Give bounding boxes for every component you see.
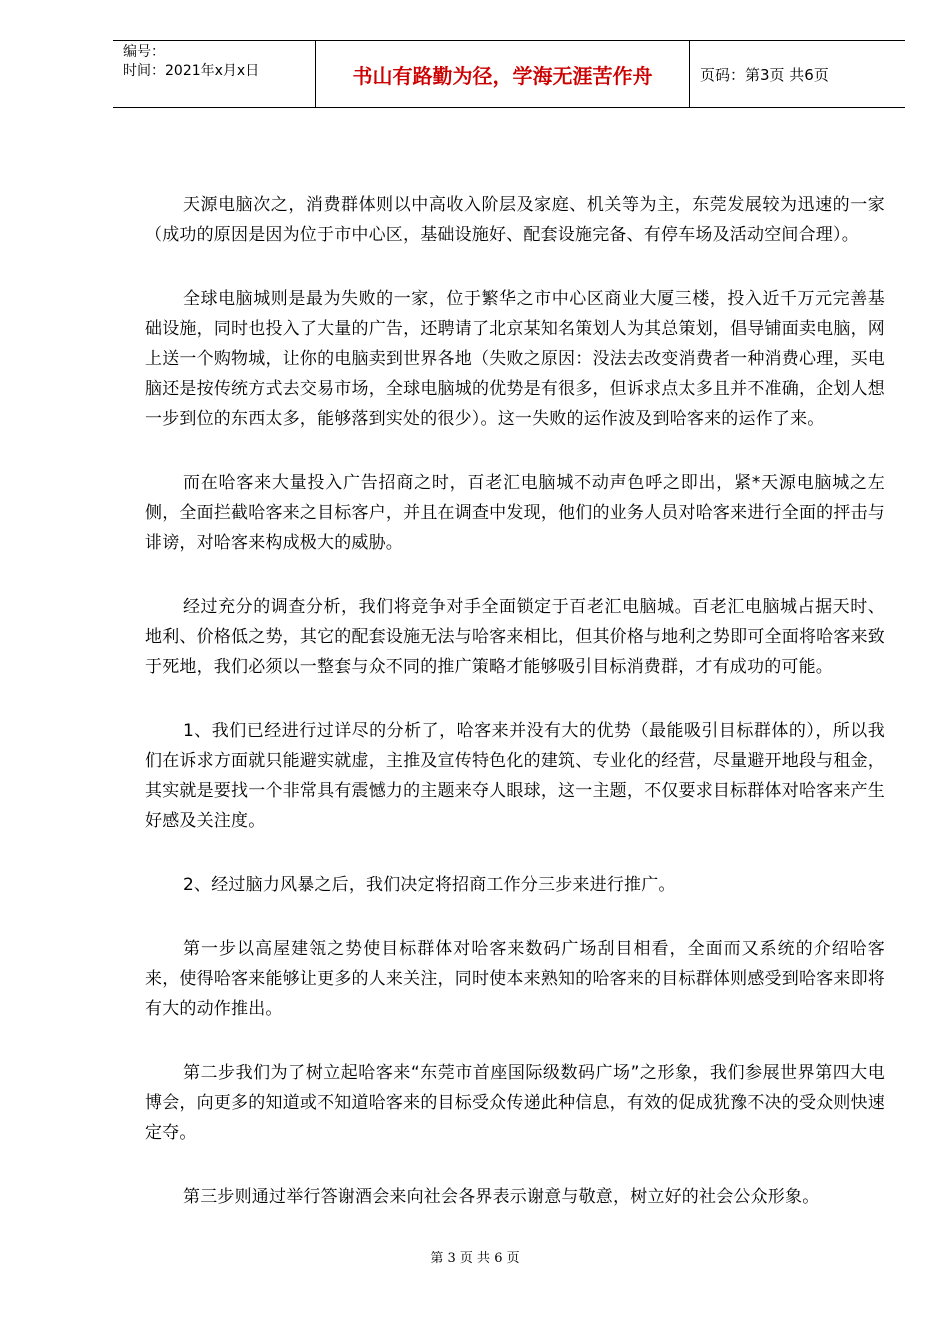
paragraph: 天源电脑次之，消费群体则以中高收入阶层及家庭、机关等为主，东莞发展较为迅速的一家（成功的原因是因为位于市中心区，基础设施好、配套设施完备、有停车场及活动空间合理）。: [145, 195, 885, 245]
paragraph: 2、经过脑力风暴之后，我们决定将招商工作分三步来进行推广。: [183, 875, 676, 895]
paragraph: 第二步我们为了树立起哈客来“东莞市首座国际级数码广场”之形象，我们参展世界第四大电博会，向更多的知道或不知道哈客来的目标受众传递此种信息，有效的促成犹豫不决的受众则快速定夺。: [145, 1063, 885, 1143]
paragraph: 经过充分的调查分析，我们将竞争对手全面锁定于百老汇电脑城。百老汇电脑城占据天时、地利、价格低之势，其它的配套设施无法与哈客来相比，但其价格与地利之势即可全面将哈客来致于死地，我们必须以一整套与众不同的推广策略才能够吸引目标消费群，才有成功的可能。: [145, 597, 885, 677]
header-meta: [113, 41, 316, 107]
paragraph: 而在哈客来大量投入广告招商之时，百老汇电脑城不动声色呼之即出，紧*天源电脑城之左侧，全面拦截哈客来之目标客户，并且在调查中发现，他们的业务人员对哈客来进行全面的抨击与诽谤，对哈客来构成极大的威胁。: [145, 473, 885, 553]
document-body: [145, 190, 885, 1246]
page-footer: 第 3 页 共 6 页: [430, 1251, 520, 1266]
paragraph: 全球电脑城则是最为失败的一家，位于繁华之市中心区商业大厦三楼，投入近千万元完善基础设施，同时也投入了大量的广告，还聘请了北京某知名策划人为其总策划，倡导铺面卖电脑，网上送一个购物城，让你的电脑卖到世界各地（失败之原因：没法去改变消费者一种消费心理，买电脑还是按传统方式去交易市场，全球电脑城的优势是有很多，但诉求点太多且并不准确，企划人想一步到位的东西太多，能够落到实处的很少）。这一失败的运作波及到哈客来的运作了来。: [145, 289, 885, 429]
number-label: 编号：: [123, 44, 165, 60]
paragraph: 1、我们已经进行过详尽的分析了，哈客来并没有大的优势（最能吸引目标群体的），所以我们在诉求方面就只能避实就虚，主推及宣传特色化的建筑、专业化的经营，尽量避开地段与租金，其实就是要找一个非常具有震憾力的主题来夺人眼球，这一主题，不仅要求目标群体对哈客来产生好感及关注度。: [145, 721, 885, 831]
paragraph: 第三步则通过举行答谢酒会来向社会各界表示谢意与敬意，树立好的社会公众形象。: [183, 1187, 820, 1207]
header-page-info: 页码：第3页 共6页: [700, 65, 829, 84]
header-motto: 书山有路勤为径，学海无涯苦作舟: [316, 41, 690, 107]
paragraph: 第一步以高屋建瓴之势使目标群体对哈客来数码广场刮目相看，全面而又系统的介绍哈客来，使得哈客来能够让更多的人来关注，同时使本来熟知的哈客来的目标群体则感受到哈客来即将有大的动作推出。: [145, 939, 885, 1019]
time-label: 时间：2021年x月x日: [123, 63, 260, 79]
page-header: [113, 40, 905, 108]
